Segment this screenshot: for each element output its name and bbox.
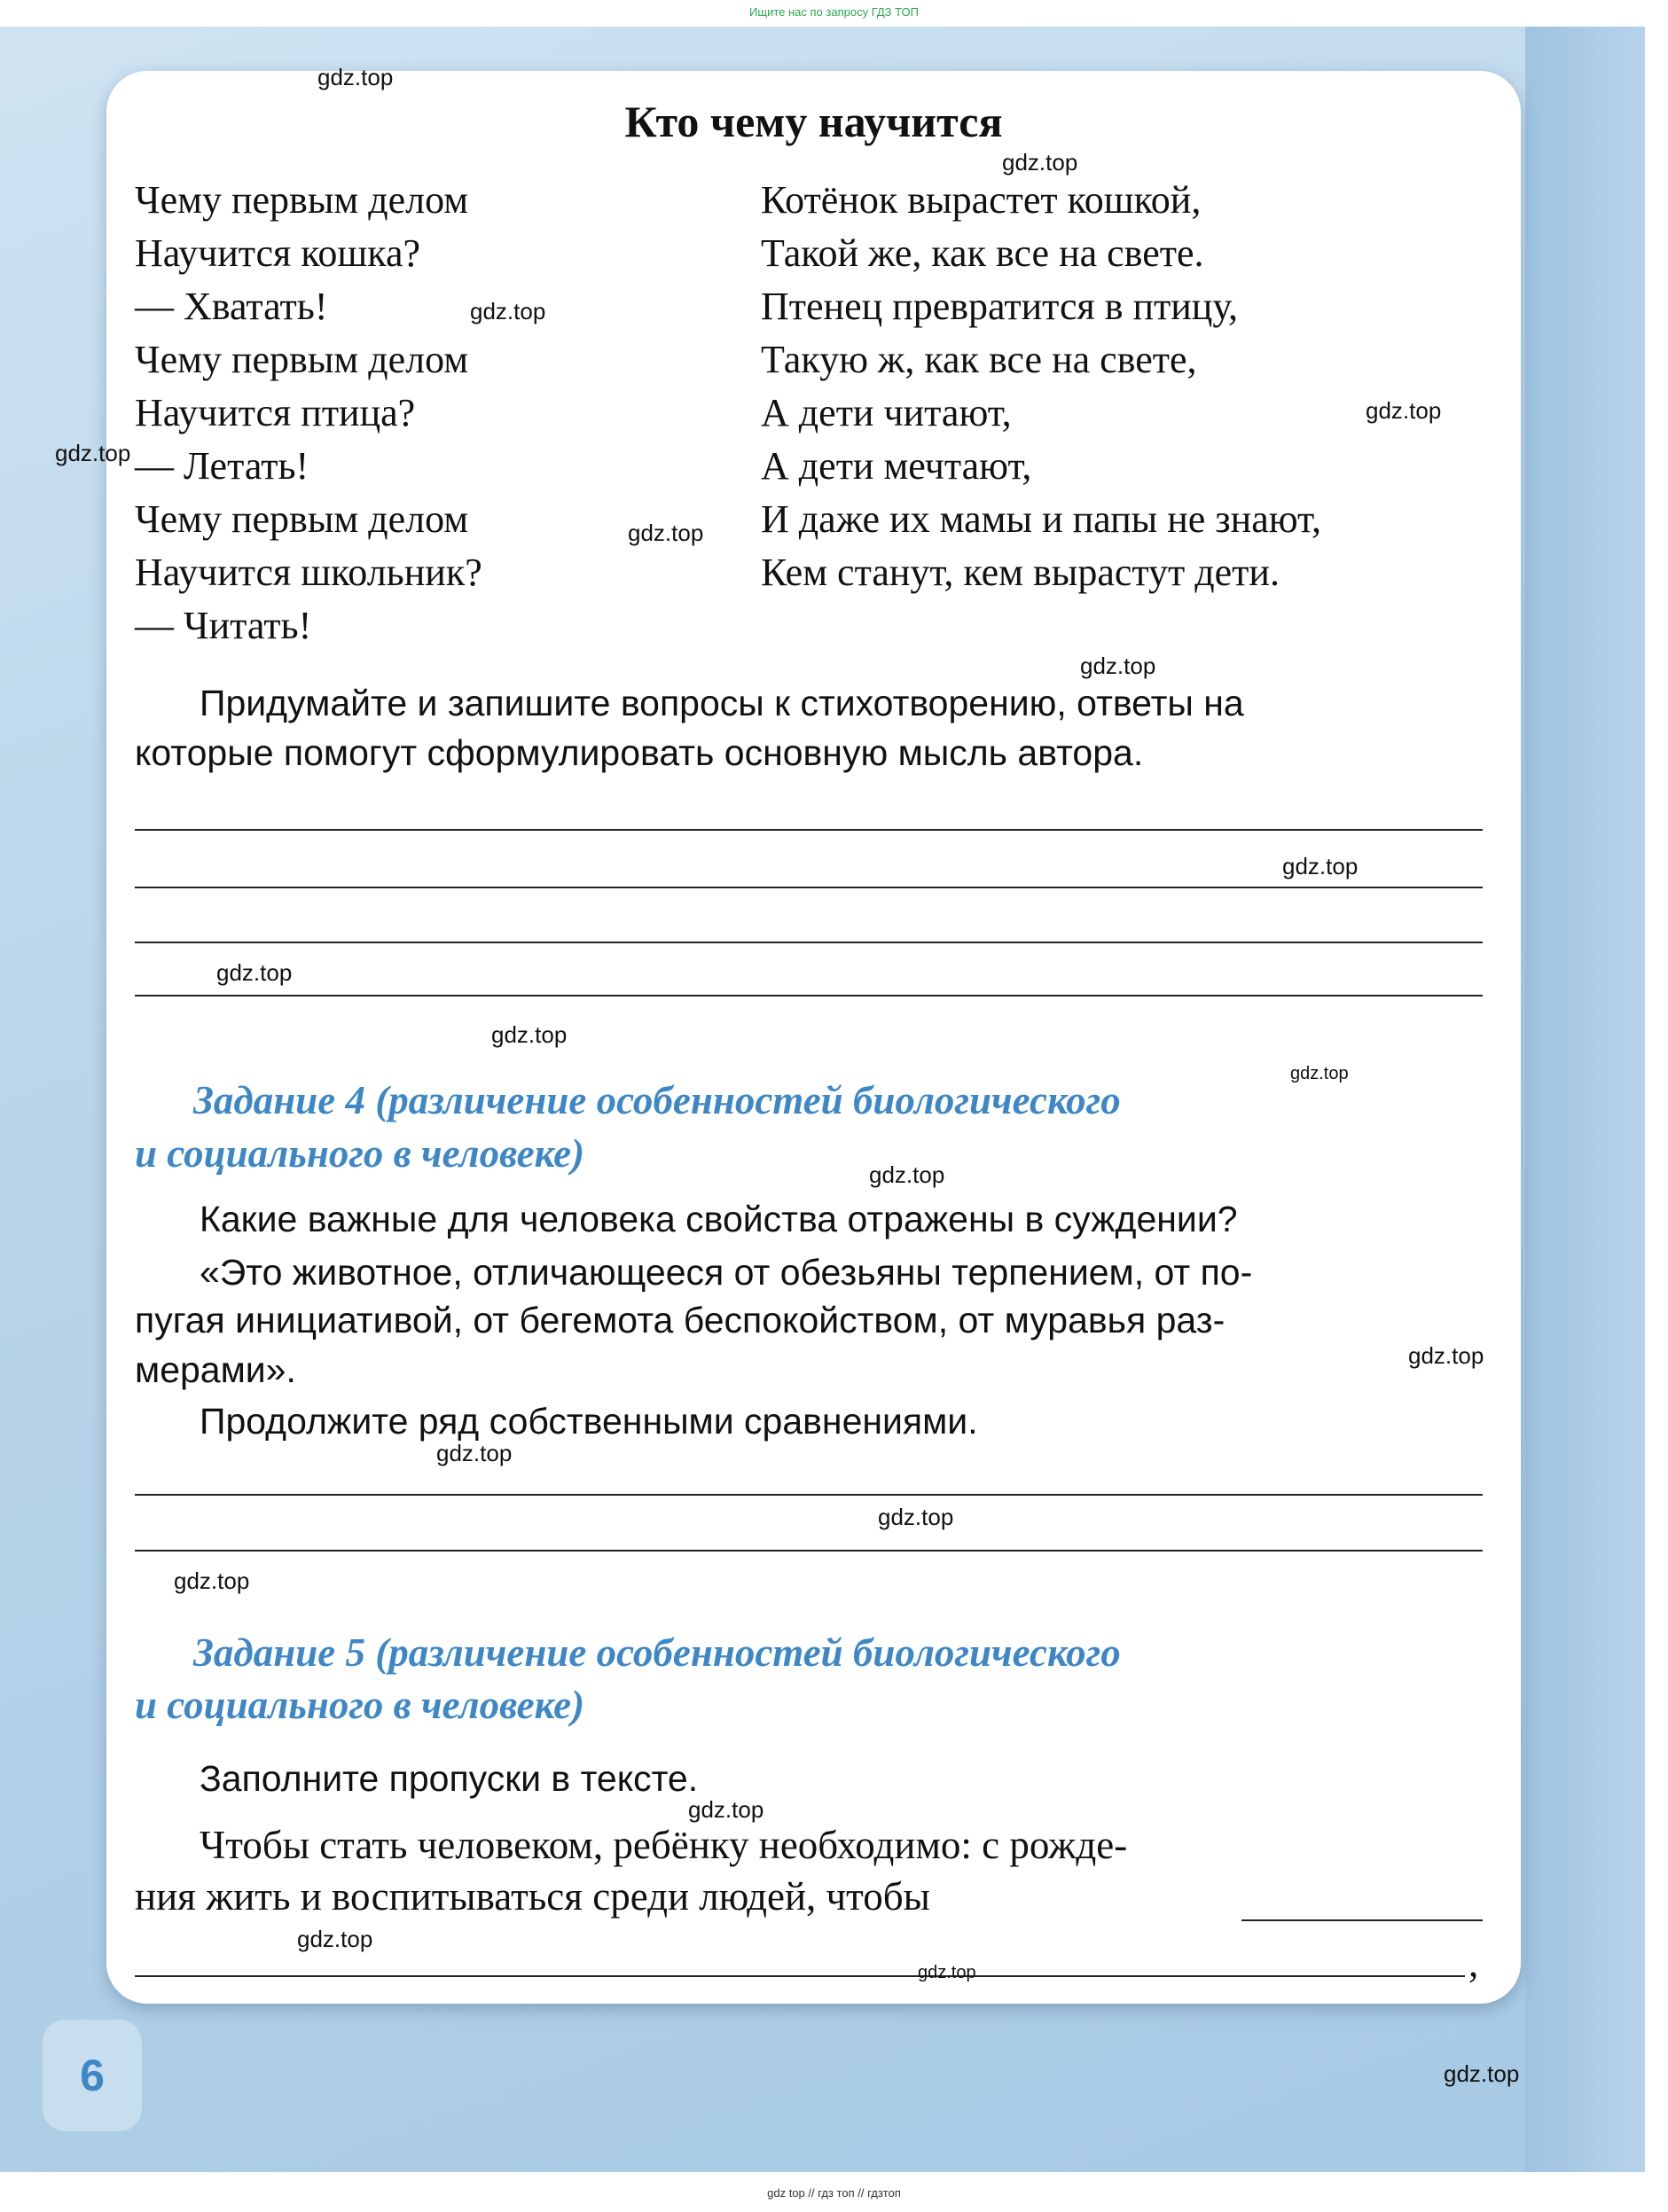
poem-line: Научится птица? [135, 391, 416, 434]
task4-title-cont: и социального в человеке) [135, 1131, 585, 1176]
poem-task-line: Придумайте и запишите вопросы к стихотворению, ответы на [200, 683, 1244, 723]
poem-line: А дети мечтают, [761, 444, 1032, 488]
answer-line[interactable] [135, 995, 1483, 997]
poem-line: Кем станут, кем вырастут дети. [761, 551, 1280, 594]
watermark: gdz.top [878, 1504, 954, 1530]
poem-line: — Читать! [135, 604, 312, 647]
task4-quote-line: мерами». [135, 1349, 296, 1390]
poem-line: Научится кошка? [135, 231, 421, 275]
watermark: gdz.top [1408, 1342, 1484, 1369]
watermark: gdz.top [1366, 397, 1442, 424]
task5-instruction: Заполните пропуски в тексте. [200, 1758, 699, 1799]
poem-right-column [761, 174, 1321, 599]
watermark: gdz.top [491, 1021, 568, 1048]
task5-text-line: Чтобы стать человеком, ребёнку необходимо: с рожде- [200, 1823, 1128, 1867]
task5-text-line: ния жить и воспитываться среди людей, чтобы [135, 1874, 930, 1919]
watermark: gdz.top [1002, 149, 1078, 176]
watermark: gdz.top [216, 959, 293, 986]
answer-line[interactable] [135, 887, 1483, 888]
bottom-banner: gdz top // гдз топ // гдзтоп [767, 2186, 901, 2200]
watermark: gdz.top [688, 1796, 764, 1823]
watermark: gdz.top [436, 1440, 513, 1466]
page-number: 6 [43, 2020, 142, 2131]
poem-line: И даже их мамы и папы не знают, [761, 497, 1321, 541]
answer-line[interactable] [135, 829, 1483, 831]
poem-line: Такую ж, как все на свете, [761, 338, 1197, 381]
poem-line: Чему первым делом [135, 338, 469, 381]
task4-instruction: Продолжите ряд собственными сравнениями. [200, 1401, 978, 1442]
watermark: gdz.top [1080, 653, 1156, 679]
watermark: gdz.top [297, 1926, 373, 1952]
watermark: gdz.top [317, 64, 394, 90]
poem-line: — Летать! [135, 444, 309, 488]
task4-title: Задание 4 (различение особенностей биологического [193, 1078, 1121, 1122]
watermark: gdz.top [869, 1161, 945, 1188]
watermark: gdz.top [470, 298, 546, 324]
watermark: gdz.top [918, 1963, 976, 1982]
page-edge-strip [1525, 27, 1645, 2172]
watermark: gdz.top [1444, 2060, 1520, 2087]
watermark: gdz.top [174, 1567, 250, 1594]
poem-line: Птенец превратится в птицу, [761, 285, 1238, 328]
poem-line: Научится школьник? [135, 551, 482, 594]
poem-line: Такой же, как все на свете. [761, 231, 1204, 275]
watermark: gdz.top [55, 440, 131, 466]
task5-comma: , [1468, 1941, 1479, 1985]
poem-line: — Хватать! [135, 285, 328, 328]
watermark: gdz.top [1290, 1064, 1349, 1083]
watermark: gdz.top [1282, 853, 1359, 879]
task5-title: Задание 5 (различение особенностей биологического [193, 1630, 1121, 1675]
fill-in-blank[interactable] [1241, 1919, 1483, 1921]
watermark: gdz.top [628, 520, 704, 546]
answer-line[interactable] [135, 1494, 1483, 1496]
answer-line[interactable] [135, 1550, 1483, 1552]
task5-title-cont: и социального в человеке) [135, 1683, 585, 1727]
poem-line: Котёнок вырастет кошкой, [761, 178, 1202, 222]
task4-question: Какие важные для человека свойства отражены в суждении? [200, 1199, 1238, 1239]
poem-line: Чему первым делом [135, 497, 469, 541]
poem-left-column [135, 174, 482, 653]
poem-task-line: которые помогут сформулировать основную мысль автора. [135, 732, 1144, 773]
poem-line: А дети читают, [761, 391, 1012, 434]
task4-quote-line: «Это животное, отличающееся от обезьяны терпением, от по- [200, 1252, 1253, 1293]
fill-in-blank[interactable] [135, 1975, 1465, 1977]
top-banner: Ищите нас по запросу ГДЗ ТОП [749, 5, 919, 19]
poem-line: Чему первым делом [135, 178, 469, 222]
task4-quote-line: пугая инициативой, от бегемота беспокойством, от муравья раз- [135, 1300, 1226, 1340]
answer-line[interactable] [135, 942, 1483, 943]
poem-title: Кто чему научится [624, 97, 1003, 146]
